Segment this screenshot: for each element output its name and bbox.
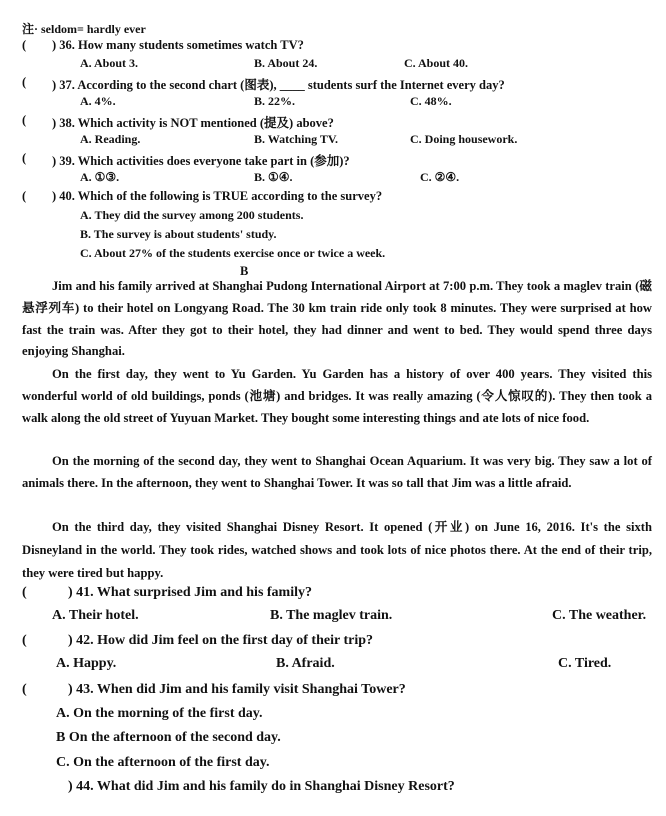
q40-text: ) 40. Which of the following is TRUE according to the survey? [52, 189, 383, 203]
q37-option-a: A. 4%. [80, 94, 116, 108]
q41-option-c: C. The weather. [552, 608, 647, 623]
q43-option-b: B On the afternoon of the second day. [56, 730, 281, 745]
vocab-note: 注· seldom= hardly ever [22, 22, 146, 36]
passage-paragraph-1 [22, 276, 652, 363]
passage-paragraph-4-text: On the third day, they visited Shanghai Disney Resort. It opened (开业) on June 16, 2016. It's the sixth Disneyland in the world. They took rides, watched shows and took lots of nice photos there. At the end of their trip, they were tired but happy. [22, 520, 652, 580]
q39-option-c: C. ②④. [420, 170, 460, 184]
q40-paren: ( [22, 189, 27, 203]
passage-paragraph-4 [22, 516, 652, 585]
q41-text: ) 41. What surprised Jim and his family? [68, 585, 312, 600]
q40-option-a: A. They did the survey among 200 students. [80, 208, 304, 222]
q38-text: ) 38. Which activity is NOT mentioned (提及) above? [52, 116, 334, 130]
q36-paren: ( [22, 38, 27, 52]
q39-paren: ( [22, 151, 27, 165]
q38-option-a: A. Reading. [80, 132, 141, 146]
q37-option-c: C. 48%. [410, 94, 452, 108]
q42-option-a: A. Happy. [56, 656, 117, 671]
q36-option-c: C. About 40. [404, 56, 469, 70]
passage-paragraph-2-text: On the first day, they went to Yu Garden. Yu Garden has a history of over 400 years. They visited this wonderful world of old buildings, ponds (池塘) and bridges. It was really amazing (令人惊叹的). They then took a walk along the old street of Yuyuan Market. They bought some interesting things and ate lots of nice food. [22, 367, 652, 425]
q36-text: ) 36. How many students sometimes watch TV? [52, 38, 304, 52]
q38-option-c: C. Doing housework. [410, 132, 518, 146]
q43-text: ) 43. When did Jim and his family visit Shanghai Tower? [68, 682, 406, 697]
q39-option-b: B. ①④. [254, 170, 293, 184]
q40-option-c: C. About 27% of the students exercise once or twice a week. [80, 246, 386, 260]
passage-paragraph-2 [22, 364, 652, 429]
section-b-label: B [240, 264, 249, 278]
q43-paren: ( [22, 682, 27, 697]
q38-option-b: B. Watching TV. [254, 132, 339, 146]
q40-option-b: B. The survey is about students' study. [80, 227, 277, 241]
q36-option-b: B. About 24. [254, 56, 318, 70]
q39-text: ) 39. Which activities does everyone take part in (参加)? [52, 154, 350, 168]
q42-option-c: C. Tired. [558, 656, 612, 671]
q43-option-c: C. On the afternoon of the first day. [56, 755, 270, 770]
q36-option-a: A. About 3. [80, 56, 139, 70]
q38-paren: ( [22, 113, 27, 127]
q41-option-b: B. The maglev train. [270, 608, 393, 623]
q44-text: ) 44. What did Jim and his family do in Shanghai Disney Resort? [68, 779, 455, 794]
q41-paren: ( [22, 585, 27, 600]
q37-paren: ( [22, 75, 27, 89]
q39-option-a: A. ①③. [80, 170, 120, 184]
q43-option-a: A. On the morning of the first day. [56, 706, 263, 721]
q42-option-b: B. Afraid. [276, 656, 335, 671]
passage-paragraph-3-text: On the morning of the second day, they went to Shanghai Ocean Aquarium. It was very big. They saw a lot of animals there. In the afternoon, they went to Shanghai Tower. It was so tall that Jim was a little afraid. [22, 454, 652, 490]
q41-option-a: A. Their hotel. [52, 608, 139, 623]
passage-paragraph-1-text: Jim and his family arrived at Shanghai Pudong International Airport at 7:00 p.m. They took a maglev train (磁悬浮列车) to their hotel on Longyang Road. The 30 km train ride only took 8 minutes. They were surprised at how fast the train was. After they got to their hotel, they had dinner and went to bed. They would spend three days enjoying Shanghai. [22, 279, 652, 359]
q37-option-b: B. 22%. [254, 94, 296, 108]
q42-text: ) 42. How did Jim feel on the first day of their trip? [68, 633, 373, 648]
q42-paren: ( [22, 633, 27, 648]
passage-paragraph-3 [22, 451, 652, 495]
q37-text: ) 37. According to the second chart (图表), ____ students surf the Internet every day? [52, 78, 505, 92]
